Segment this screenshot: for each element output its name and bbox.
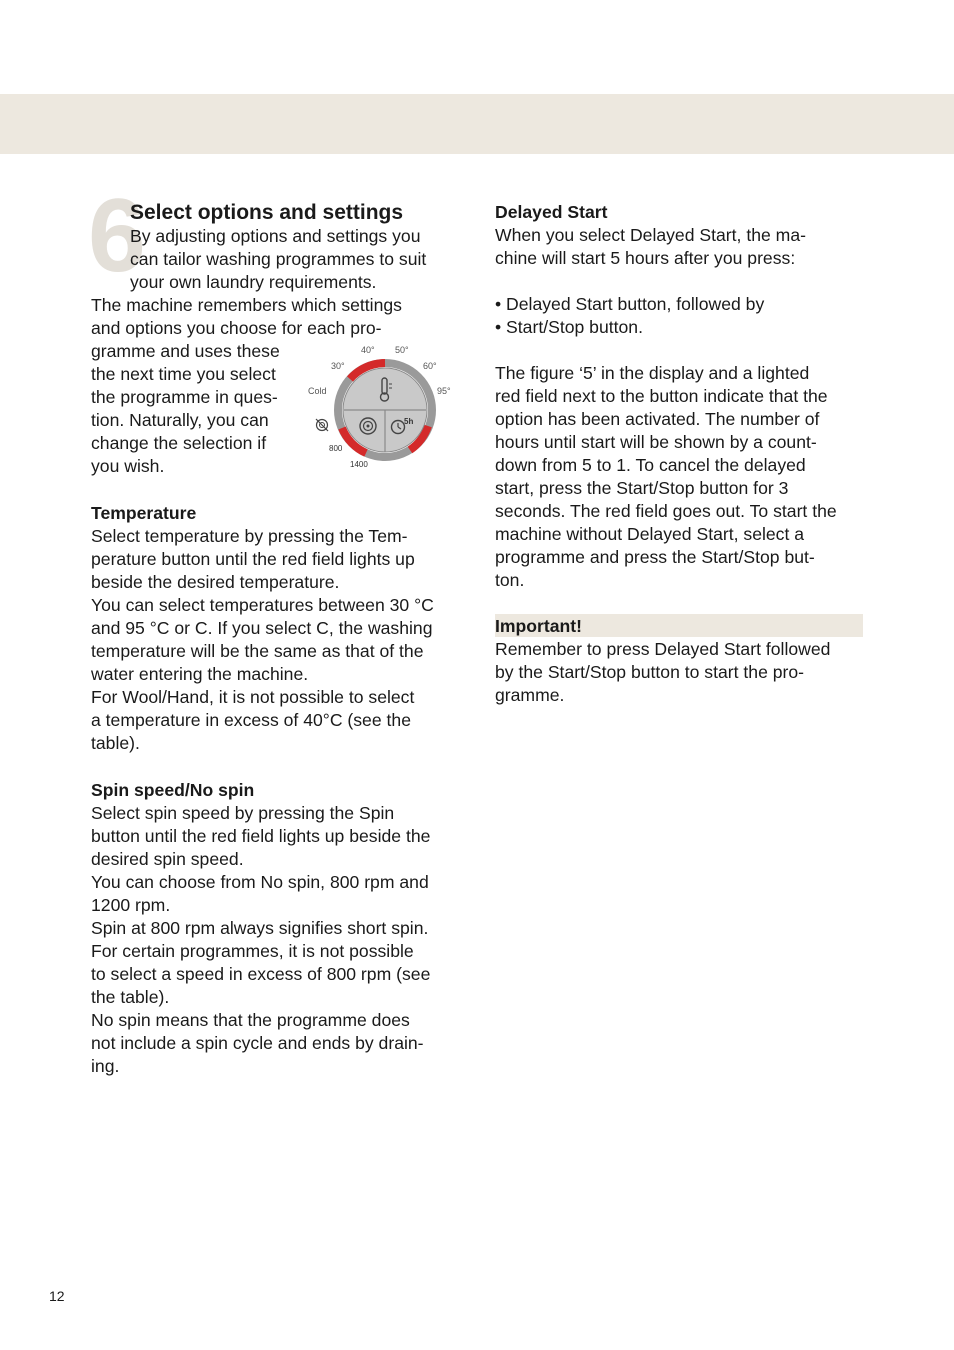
important-heading: Important! [495, 616, 582, 636]
intro-line: can tailor washing programmes to suit [130, 249, 427, 269]
spin-line: ing. [91, 1056, 120, 1076]
memory-line: you wish. [91, 456, 165, 476]
header-band [0, 94, 954, 154]
memory-line: the programme in ques- [91, 387, 278, 407]
spin-section [91, 779, 463, 1078]
delayed-start-line: The figure ‘5’ in the display and a lighted [495, 363, 810, 383]
memory-line: and options you choose for each pro- [91, 318, 382, 338]
delay-hours-label: 5h [404, 417, 414, 426]
spin-line: No spin means that the programme does [91, 1010, 410, 1030]
delayed-start-line: start, press the Start/Stop button for 3 [495, 478, 789, 498]
delayed-start-line: seconds. The red field goes out. To start the [495, 501, 837, 521]
spin-line: You can choose from No spin, 800 rpm and [91, 872, 429, 892]
temperature-line: perature button until the red field lights up [91, 549, 415, 569]
spin-line: desired spin speed. [91, 849, 244, 869]
important-line: gramme. [495, 685, 565, 705]
bullet-item: • Start/Stop button. [495, 317, 643, 337]
dial-label-30: 30° [331, 361, 345, 371]
delayed-start-line: When you select Delayed Start, the ma- [495, 225, 806, 245]
spin-line: the table). [91, 987, 170, 1007]
section-number: 6 [88, 178, 142, 294]
spin-line: to select a speed in excess of 800 rpm (see [91, 964, 431, 984]
delayed-start-line: programme and press the Start/Stop but- [495, 547, 815, 567]
delayed-start-line: hours until start will be shown by a count- [495, 432, 817, 452]
dial-label-40: 40° [361, 345, 375, 355]
memory-line: change the selection if [91, 433, 267, 453]
page-number: 12 [49, 1288, 65, 1304]
no-spin-icon [316, 419, 328, 431]
dial-label-1400: 1400 [350, 460, 368, 469]
temperature-line: You can select temperatures between 30 °C [91, 595, 434, 615]
temperature-line: For Wool/Hand, it is not possible to select [91, 687, 415, 707]
delayed-start-section [495, 201, 863, 592]
bullet-item: • Delayed Start button, followed by [495, 294, 765, 314]
spin-line: Spin at 800 rpm always signifies short spin. [91, 918, 429, 938]
delayed-start-line: red field next to the button indicate that the [495, 386, 828, 406]
temperature-line: water entering the machine. [91, 664, 309, 684]
delayed-start-line: ton. [495, 570, 525, 590]
temperature-line: table). [91, 733, 140, 753]
temperature-line: a temperature in excess of 40°C (see the [91, 710, 411, 730]
intro-line: your own laundry requirements. [130, 272, 377, 292]
temperature-line: beside the desired temperature. [91, 572, 340, 592]
temperature-line: and 95 °C or C. If you select C, the washing [91, 618, 433, 638]
spin-line: button until the red field lights up beside the [91, 826, 431, 846]
memory-line: the next time you select [91, 364, 276, 384]
temperature-line: Select temperature by pressing the Tem- [91, 526, 408, 546]
delayed-start-heading: Delayed Start [495, 202, 608, 222]
section-title: Select options and settings [130, 201, 404, 224]
delayed-start-line: chine will start 5 hours after you press: [495, 248, 796, 268]
important-line: Remember to press Delayed Start followed [495, 639, 831, 659]
memory-line: tion. Naturally, you can [91, 410, 269, 430]
control-dial-illustration [300, 340, 465, 475]
dial-label-800: 800 [329, 444, 343, 453]
important-section [495, 615, 863, 707]
temperature-section [91, 502, 463, 755]
spin-line: Select spin speed by pressing the Spin [91, 803, 395, 823]
dial-label-95: 95° [437, 386, 451, 396]
spin-line: not include a spin cycle and ends by drain- [91, 1033, 424, 1053]
delayed-start-line: machine without Delayed Start, select a [495, 524, 805, 544]
temperature-heading: Temperature [91, 503, 197, 523]
delayed-start-line: option has been activated. The number of [495, 409, 820, 429]
temperature-line: temperature will be the same as that of the [91, 641, 424, 661]
spin-line: For certain programmes, it is not possible [91, 941, 414, 961]
dial-label-50: 50° [395, 345, 409, 355]
dial-label-cold: Cold [308, 386, 327, 396]
spin-heading: Spin speed/No spin [91, 780, 255, 800]
memory-line: The machine remembers which settings [91, 295, 402, 315]
section-intro [130, 225, 460, 294]
intro-line: By adjusting options and settings you [130, 226, 421, 246]
important-line: by the Start/Stop button to start the pro- [495, 662, 805, 682]
dial-label-60: 60° [423, 361, 437, 371]
spin-line: 1200 rpm. [91, 895, 171, 915]
delayed-start-line: down from 5 to 1. To cancel the delayed [495, 455, 806, 475]
memory-line: gramme and uses these [91, 341, 280, 361]
